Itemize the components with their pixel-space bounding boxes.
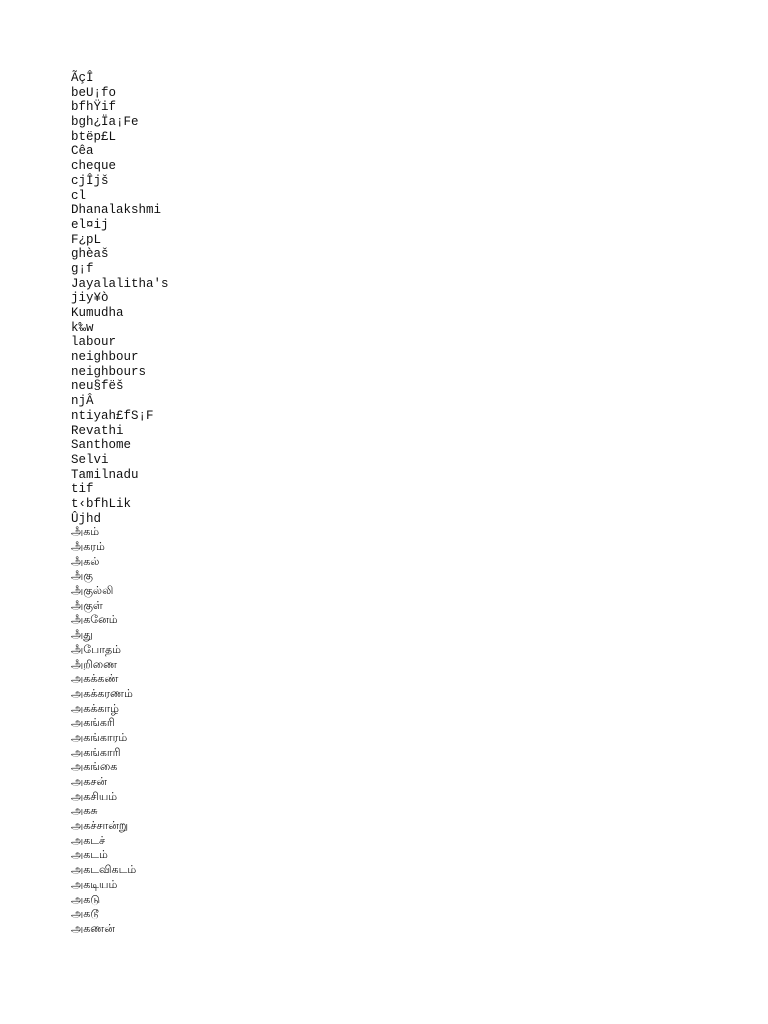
word-entry: labour	[71, 335, 117, 350]
word-entry: Tamilnadu	[71, 467, 139, 482]
word-entry: k‰w	[71, 320, 94, 335]
word-entry: அகடம்	[71, 850, 108, 863]
word-entry: அஂகனேம்	[71, 615, 118, 628]
word-list	[71, 71, 169, 938]
word-entry: அகடச்	[71, 835, 106, 848]
word-entry: njÂ	[71, 394, 94, 409]
word-entry: அகசு	[71, 806, 98, 819]
word-entry: ghèaš	[71, 247, 109, 262]
word-entry: அகடவிகடம்	[71, 865, 137, 878]
word-entry: அஂகல்	[71, 556, 100, 569]
word-entry: அஂகம்	[71, 527, 100, 540]
word-entry: அகணன்	[71, 923, 115, 936]
word-entry: அஂகரம்	[71, 542, 105, 554]
word-entry: அகசன்	[71, 777, 108, 789]
word-entry: Ûjhd	[71, 511, 102, 526]
word-entry: அகசியம்	[71, 791, 118, 804]
word-entry: அகடூ	[71, 909, 99, 922]
word-entry: Santhome	[71, 438, 132, 453]
word-entry: அகங்கை	[71, 762, 118, 775]
word-entry: neighbour	[71, 350, 139, 365]
word-entry: tif	[71, 482, 94, 497]
word-entry: t‹bfhLik	[71, 496, 132, 511]
word-entry: jiy¥ò	[71, 291, 109, 306]
word-entry: ntiyah£fS¡F	[71, 408, 154, 423]
word-entry: Cêa	[71, 144, 94, 159]
word-entry: அகக்காழ்	[71, 703, 119, 716]
word-entry: btëp£L	[71, 129, 117, 144]
word-entry: bgh¿Ïa¡Fe	[71, 115, 139, 130]
word-entry: அகடு	[71, 894, 101, 907]
word-entry: cjÎjš	[71, 173, 109, 188]
word-entry: Selvi	[71, 452, 109, 467]
word-entry: beU¡fo	[71, 85, 117, 100]
word-entry: அகங்காரம்	[71, 732, 128, 745]
word-entry: F¿pL	[71, 232, 102, 247]
word-entry: Revathi	[71, 423, 124, 438]
word-entry: அஂபோதம்	[71, 644, 121, 657]
word-entry: அஂகுள்	[71, 600, 103, 613]
word-entry: அஂகுல்லி	[71, 586, 114, 599]
word-entry: அகடியம்	[71, 879, 118, 892]
word-entry: அகங்கரி	[71, 718, 115, 731]
word-entry: அஂது	[71, 630, 93, 643]
word-entry: Jayalalitha's	[71, 276, 169, 291]
word-entry: அகங்காரி	[71, 747, 121, 760]
word-entry: neu§fëš	[71, 379, 124, 394]
word-entry: அகக்கரணம்	[71, 688, 133, 701]
word-entry: cheque	[71, 159, 117, 174]
word-entry: Dhanalakshmi	[71, 203, 162, 218]
word-entry: அஂறிணை	[71, 659, 118, 672]
word-entry: el¤ij	[71, 217, 109, 232]
word-entry: Kumudha	[71, 306, 124, 320]
word-entry: cl	[71, 188, 87, 203]
word-entry: அஂகு	[71, 571, 93, 584]
word-entry: neighbours	[71, 364, 147, 379]
word-entry: அகக்கண்	[71, 674, 119, 687]
word-entry: g¡f	[71, 261, 94, 276]
word-entry: bfhŸif	[71, 100, 117, 115]
word-entry: ÃçÎ	[71, 71, 94, 85]
word-entry: அகச்சான்று	[71, 821, 129, 834]
